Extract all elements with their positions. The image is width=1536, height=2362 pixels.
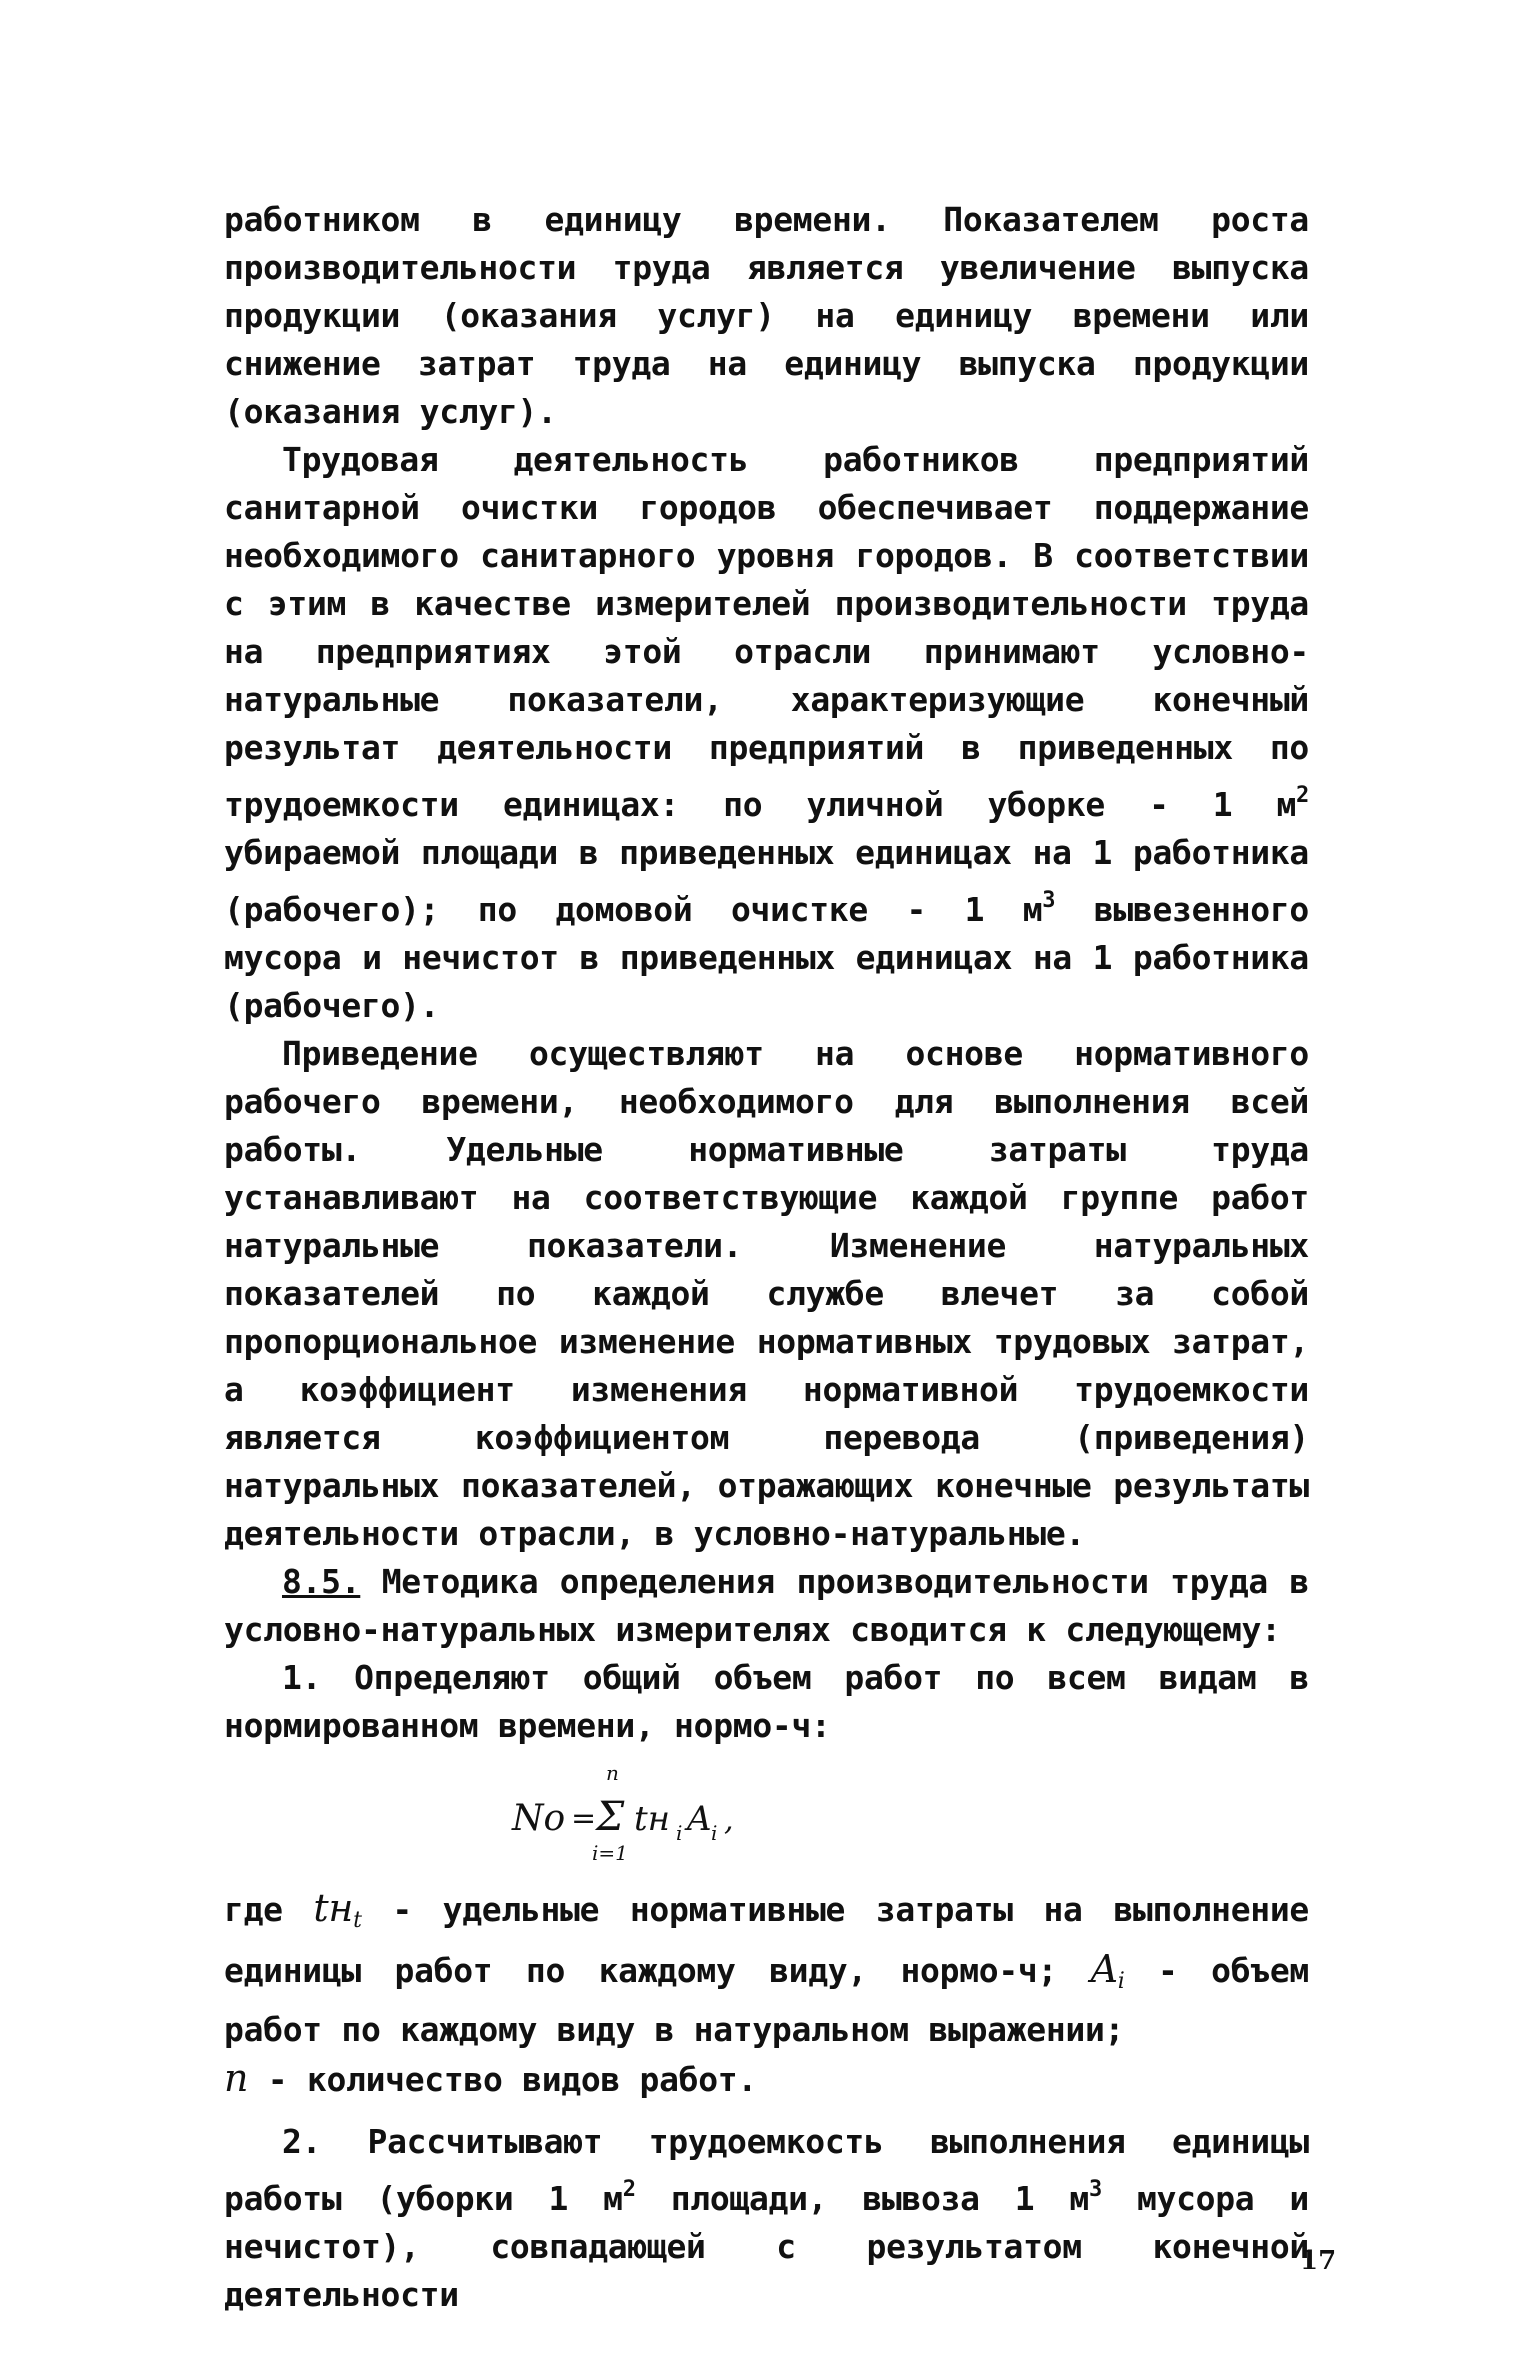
formula-tail: , xyxy=(724,1803,734,1838)
paragraph-6 xyxy=(224,1884,1309,2104)
page-number: 17 xyxy=(1300,2246,1337,2276)
paragraph-4-text: Методика определения производительности труда в условно-натуральных измерителях сводится к следующему: xyxy=(224,1562,1309,1649)
paragraph-2-text-c: вывезенного мусора и нечистот в приведенных единицах на 1 работника (рабочего). xyxy=(224,890,1310,1025)
t-symbol: tн xyxy=(313,1886,354,1930)
paragraph-7-text-a: 2. Рассчитывают трудоемкость выполнения единицы работы (уборки 1 м xyxy=(224,2122,1309,2218)
t-symbol-sub: t xyxy=(353,1908,362,1933)
formula-equals: = xyxy=(571,1801,597,1836)
superscript-2: 2 xyxy=(1296,783,1309,808)
n-description: - количество видов работ. xyxy=(248,2060,757,2099)
formula-lhs: No xyxy=(512,1798,566,1839)
formula-term-a: A xyxy=(687,1799,712,1839)
paragraph-1: работником в единицу времени. Показателем роста производительности труда является увеличение выпуска продукции (оказания услуг) на единицу времени или снижение затрат труда на единицу выпуска продукции (оказания услуг). xyxy=(224,200,1309,431)
paragraph-4 xyxy=(224,1558,1309,1654)
superscript-2b: 2 xyxy=(622,2177,636,2202)
formula-term-a-sub: i xyxy=(711,1821,718,1845)
paragraph-7-text-c: мусора и нечистот), совпадающей с результатом конечной деятельности xyxy=(224,2179,1309,2314)
superscript-3b: 3 xyxy=(1088,2177,1102,2202)
a-symbol-sub: i xyxy=(1117,1969,1125,1994)
n-symbol: n xyxy=(224,2056,249,2100)
formula-term-t-sub: i xyxy=(676,1821,683,1845)
paragraph-7-text-b: площади, вывоза 1 м xyxy=(635,2179,1089,2218)
formula-term-t: tн xyxy=(634,1799,671,1839)
document-page xyxy=(224,196,1309,2319)
superscript-3: 3 xyxy=(1042,888,1056,913)
paragraph-2-text-a: Трудовая деятельность работников предприятий санитарной очистки городов обеспечивает поддержание необходимого санитарного уровня городов. В соответствии с этим в качестве измерителей производительности труда на предприятиях этой отрасли принимают условно-натуральные показатели, характеризующие конечный результат деятельности предприятий в приведенных по трудоемкости единицах: по уличной уборке - 1 м xyxy=(224,440,1309,824)
formula-lower-limit: i=1 xyxy=(592,1841,628,1865)
formula-sum-symbol: Σ xyxy=(596,1794,625,1840)
paragraph-2-text-b: убираемой площади в приведенных единицах на 1 работника (рабочего); по домовой очистке - 1 м xyxy=(224,833,1309,929)
formula-svg xyxy=(224,1756,1309,1874)
paragraph-5: 1. Определяют общий объем работ по всем видам в нормированном времени, нормо-ч: xyxy=(224,1658,1309,1745)
formula-upper-limit: n xyxy=(606,1761,619,1785)
paragraph-7 xyxy=(224,2118,1309,2319)
paragraph-2 xyxy=(224,436,1309,1030)
t-description: - удельные нормативные затраты на выполнение единицы работ по каждому виду, нормо-ч; xyxy=(224,1890,1309,1990)
a-description: - объем работ по каждому виду в натуральном выражении; xyxy=(224,1951,1309,2049)
section-number: 8.5. xyxy=(282,1562,361,1601)
formula-block xyxy=(224,1756,1309,1874)
where-word: где xyxy=(224,1890,314,1929)
a-symbol: A xyxy=(1090,1947,1118,1991)
paragraph-3: Приведение осуществляют на основе нормативного рабочего времени, необходимого для выполнения всей работы. Удельные нормативные затраты труда устанавливают на соответствующие каждой группе работ натуральные показатели. Изменение натуральных показателей по каждой службе влечет за собой пропорциональное изменение нормативных трудовых затрат, а коэффициент изменения нормативной трудоемкости является коэффициентом перевода (приведения) натуральных показателей, отражающих конечные результаты деятельности отрасли, в условно-натуральные. xyxy=(224,1034,1309,1553)
